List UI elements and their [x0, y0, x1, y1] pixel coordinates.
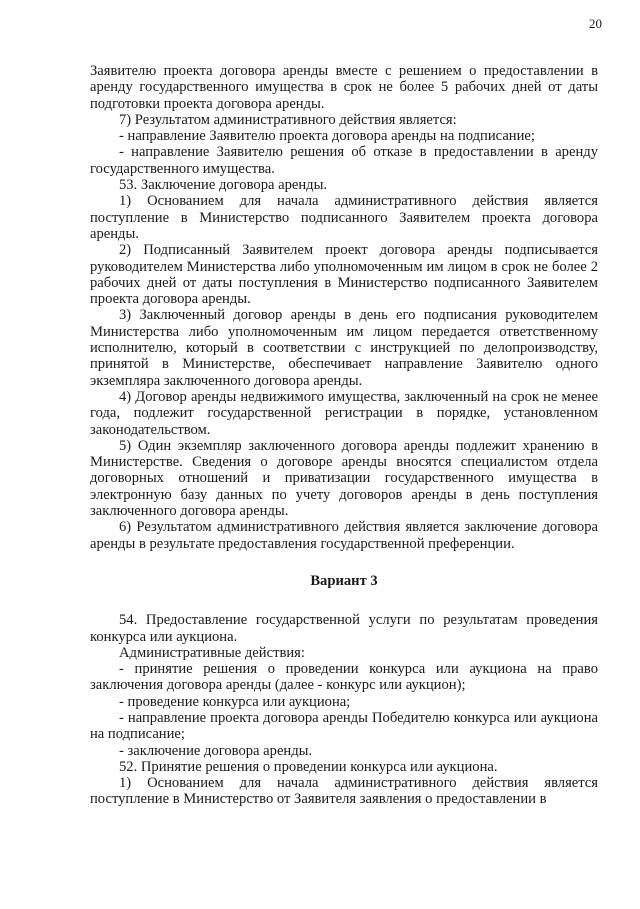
paragraph: 5) Один экземпляр заключенного договора аренды подлежит хранению в Министерстве. Сведения о договоре аренды вносятся специалистом отдела договорных отношений и приватизации государственного имущества в электронную базу данных по учету договоров аренды в день поступления заключенного договора аренды. [90, 437, 598, 520]
document-body [90, 63, 598, 808]
paragraph: - проведение конкурса или аукциона; [119, 693, 351, 710]
paragraph: - направление проекта договора аренды Победителю конкурса или аукциона на подписание; [90, 709, 598, 743]
paragraph: 1) Основанием для начала административного действия является поступление в Министерство подписанного Заявителем проекта договора аренды. [90, 193, 598, 242]
paragraph: 52. Принятие решения о проведении конкурса или аукциона. [119, 758, 498, 775]
section-heading: Вариант 3 [310, 572, 378, 589]
paragraph: Административные действия: [119, 644, 305, 661]
paragraph: 6) Результатом административного действия является заключение договора аренды в результате предоставления государственной преференции. [90, 519, 598, 552]
page-number: 20 [589, 16, 602, 31]
paragraph: 53. Заключение договора аренды. [119, 177, 328, 194]
paragraph: - принятие решения о проведении конкурса или аукциона на право заключения договора аренды (далее - конкурс или аукцион); [90, 661, 598, 694]
paragraph: 1) Основанием для начала административного действия является поступление в Министерство от Заявителя заявления о предоставлении в [90, 775, 598, 808]
section-bottom [90, 612, 598, 808]
paragraph: 4) Договор аренды недвижимого имущества, заключенный на срок не менее года, подлежит государственной регистрации в порядке, установленном законодательством. [90, 388, 598, 438]
paragraph: - направление Заявителю решения об отказе в предоставлении в аренду государственного имущества. [90, 144, 598, 177]
paragraph: - заключение договора аренды. [119, 742, 313, 759]
paragraph: - направление Заявителю проекта договора аренды на подписание; [119, 128, 535, 145]
paragraph: 2) Подписанный Заявителем проект договора аренды подписывается руководителем Министерства либо уполномоченным им лицом в срок не более 2 рабочих дней от даты поступления в Министерство подписанного Заявителем проекта договора аренды. [90, 242, 598, 308]
section-top [90, 63, 598, 552]
paragraph: Заявителю проекта договора аренды вместе с решением о предоставлении в аренду государственного имущества в срок не более 5 рабочих дней от даты подготовки проекта договора аренды. [90, 63, 598, 112]
paragraph: 7) Результатом административного действия является: [119, 111, 457, 128]
paragraph: 3) Заключенный договор аренды в день его подписания руководителем Министерства либо уполномоченным им лицом передается ответственному исполнителю, который в соответствии с инструкцией по делопроизводству, принятой в Министерстве, обеспечивает направление Заявителю одного экземпляра заключенного договора аренды. [90, 307, 598, 389]
paragraph: 54. Предоставление государственной услуги по результатам проведения конкурса или аукциона. [90, 612, 598, 645]
